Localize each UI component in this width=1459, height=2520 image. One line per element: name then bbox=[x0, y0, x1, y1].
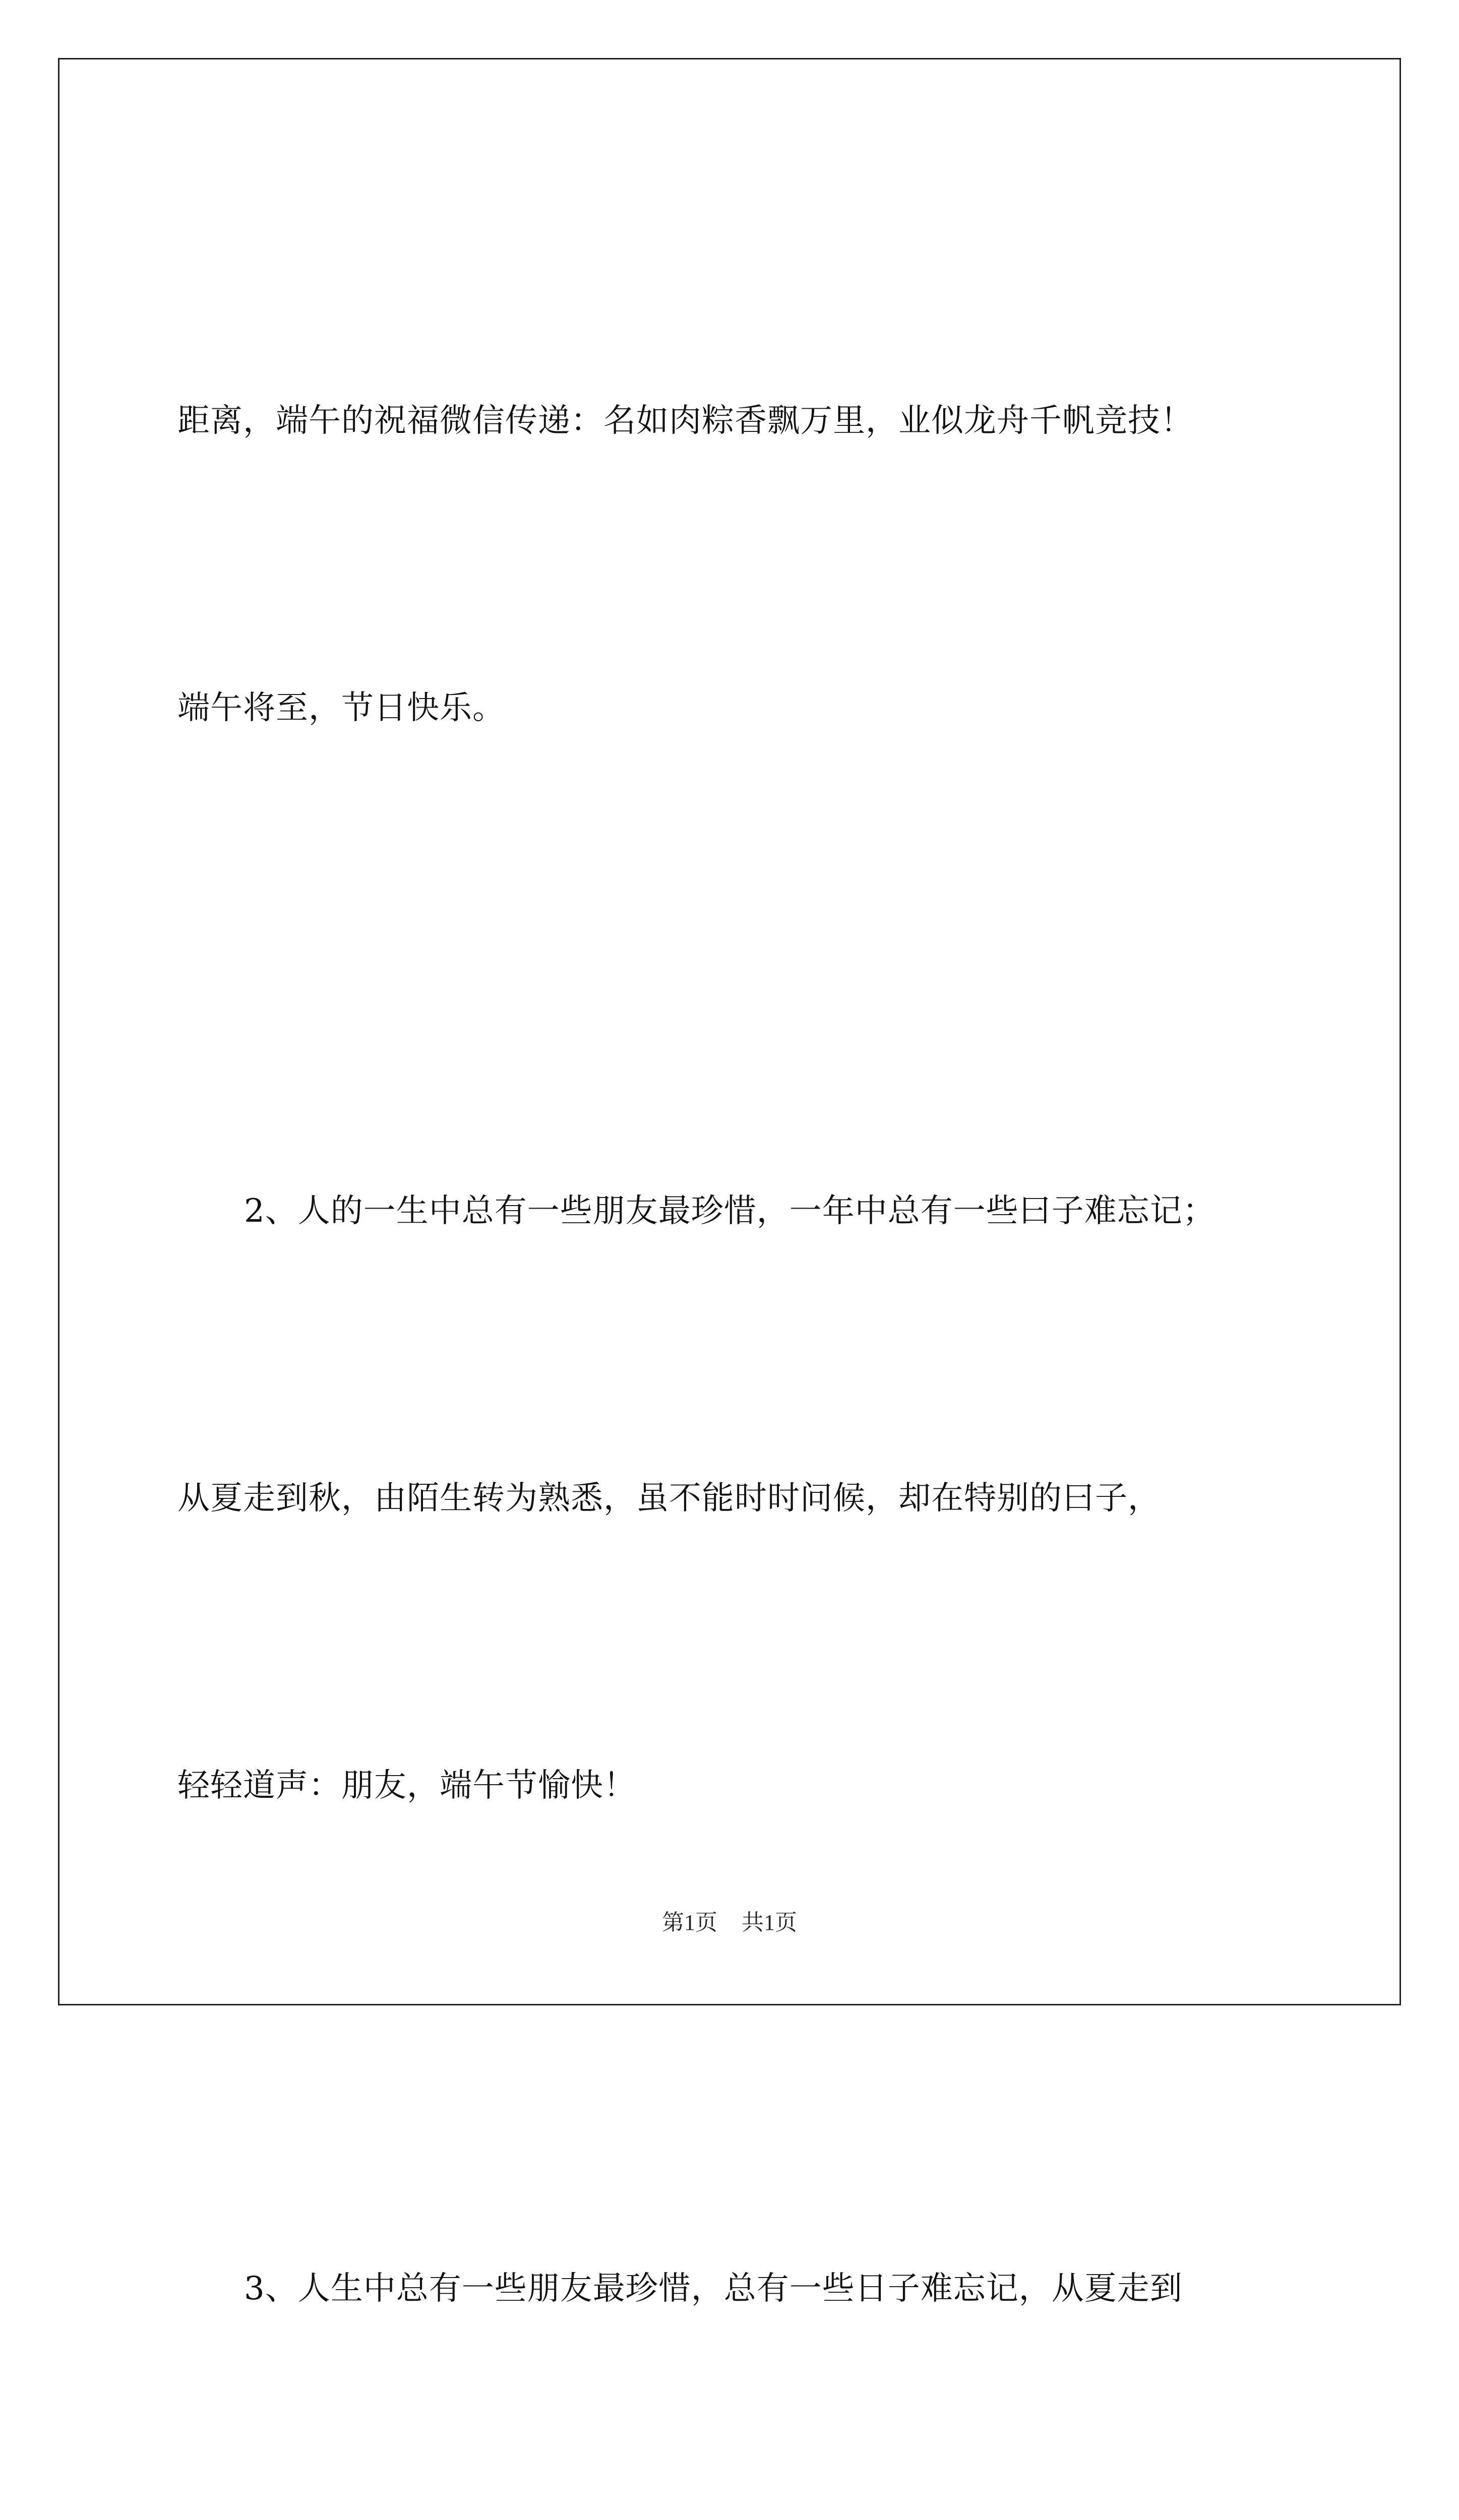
text-line: 端午将至，节日快乐。 bbox=[177, 689, 505, 727]
page-total: 共1页 bbox=[742, 1910, 797, 1935]
text-line: 距离，端午的祝福微信传递：名如肉粽香飘万里，业似龙舟千帆竞技！ bbox=[177, 402, 1193, 439]
page-footer bbox=[0, 1908, 1459, 1938]
text-line: 从夏走到秋，由陌生转为熟悉，虽不能时时问候，却在特别的曰子， bbox=[177, 1480, 1161, 1517]
paragraph-continuation bbox=[177, 181, 1287, 948]
text-line: 2、人的一生中总有一些朋友最珍惜，一年中总有一些曰子难忘记； bbox=[244, 1192, 1215, 1230]
paragraph-item-3 bbox=[177, 2049, 1287, 2520]
text-line: 轻轻道声：朋友，端午节愉快！ bbox=[177, 1767, 636, 1804]
text-line: 3、人生中总有一些朋友最珍惜，总有一些日子难忘记，从夏走到 bbox=[244, 2270, 1183, 2307]
paragraph-item-2 bbox=[177, 972, 1287, 2025]
document-body bbox=[177, 181, 1287, 2520]
page-number: 第1页 bbox=[662, 1910, 717, 1935]
